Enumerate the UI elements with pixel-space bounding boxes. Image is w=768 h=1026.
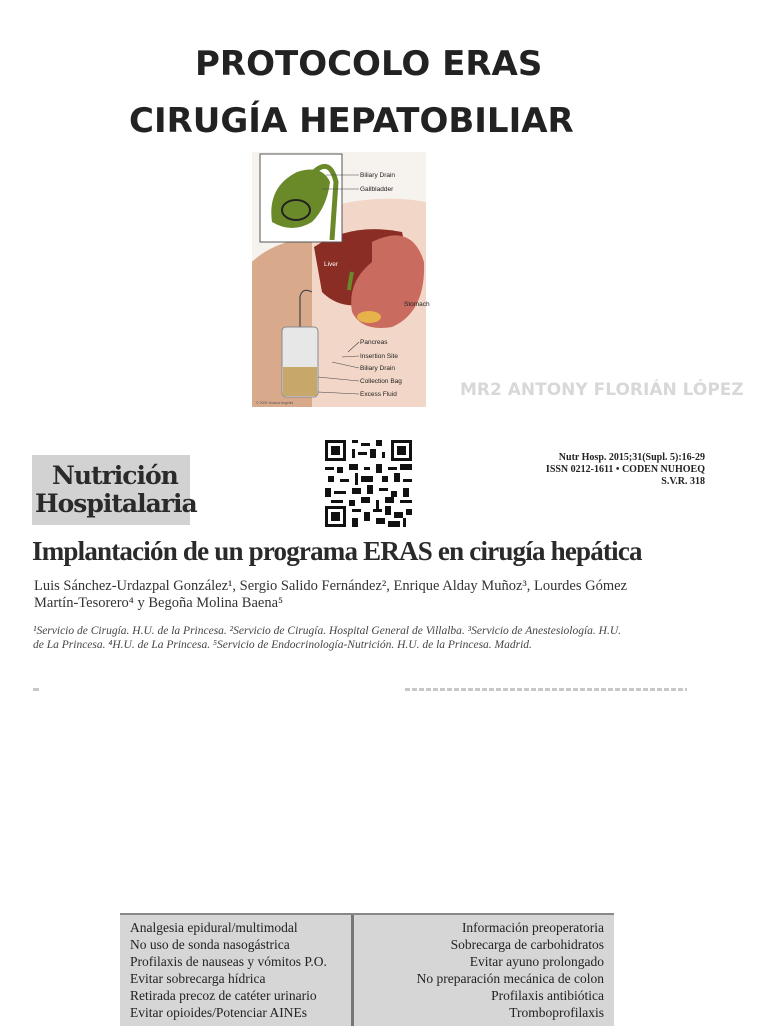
table-right-column [417, 919, 604, 1021]
figure-copyright: © 2009 Jessica Angelini [256, 401, 294, 405]
journal-logo-line2: Hospitalaria [35, 489, 197, 518]
label-collection-bag: Collection Bag [360, 378, 402, 385]
authors-line1: Luis Sánchez-Urdazpal González¹, Sergio Salido Fernández², Enrique Alday Muñoz³, Lourdes Gómez [34, 578, 627, 594]
label-biliary-drain-top: Biliary Drain [360, 172, 396, 179]
label-stomach: Stomach [404, 301, 430, 308]
table-row: Sobrecarga de carbohidratos [450, 937, 604, 952]
citation-line: Nutr Hosp. 2015;31(Supl. 5):16-29 [558, 452, 705, 463]
article-affiliations [33, 624, 723, 652]
table-row: Analgesia epidural/multimodal [130, 920, 298, 935]
issn-line: ISSN 0212-1611 • CODEN NUHOEQ [545, 464, 705, 475]
article-title: Implantación de un programa ERAS en cirugía hepática [32, 536, 642, 566]
table-row: Profilaxis antibiótica [491, 988, 604, 1003]
label-liver: Liver [324, 261, 339, 268]
label-excess-fluid: Excess Fluid [360, 391, 397, 398]
table-row: Evitar sobrecarga hídrica [130, 971, 266, 986]
authors-line2: Martín-Tesorero⁴ y Begoña Molina Baena⁵ [34, 595, 284, 611]
svr-line: S.V.R. 318 [661, 476, 705, 487]
table-row: Información preoperatoria [461, 920, 604, 935]
table-row: No uso de sonda nasogástrica [130, 937, 290, 952]
table-row: No preparación mecánica de colon [416, 971, 604, 986]
label-pancreas: Pancreas [360, 339, 388, 346]
journal-logo-line1: Nutrición [52, 461, 178, 490]
label-insertion-site: Insertion Site [360, 353, 398, 360]
label-gallbladder: Gallbladder [360, 186, 394, 193]
eras-measures-table [120, 913, 614, 1026]
slide-title-line1: PROTOCOLO ERAS [195, 44, 543, 84]
journal-logo [32, 455, 197, 525]
table-row: Evitar opioides/Potenciar AINEs [130, 1005, 307, 1020]
table-row: Tromboprofilaxis [509, 1005, 604, 1020]
label-biliary-drain-bottom: Biliary Drain [360, 365, 396, 372]
table-row: Evitar ayuno prolongado [469, 954, 604, 969]
table-row: Retirada precoz de catéter urinario [130, 988, 317, 1003]
article-authors [34, 578, 724, 612]
scan-residue-left [33, 688, 39, 691]
table-left-column [130, 919, 327, 1021]
scan-residue-right [405, 688, 687, 691]
qr-code [325, 440, 412, 527]
affiliations-line1: ¹Servicio de Cirugía. H.U. de la Princesa. ²Servicio de Cirugía. Hospital General de Villalba. ³Servicio de Anestesiología. H.U. [33, 625, 622, 637]
table-divider [351, 915, 354, 1026]
slide-title-line2: CIRUGÍA HEPATOBILIAR [129, 101, 574, 141]
table-row: Profilaxis de nauseas y vómitos P.O. [130, 954, 327, 969]
author-name: MR2 ANTONY FLORIÁN LÓPEZ [460, 380, 744, 400]
affiliations-line2: de La Princesa. ⁴H.U. de La Princesa. ⁵Servicio de Endocrinología-Nutrición. H.U. de la Princesa. Madrid. [33, 639, 532, 651]
biliary-drain-illustration [252, 152, 430, 407]
journal-citation [546, 452, 705, 488]
